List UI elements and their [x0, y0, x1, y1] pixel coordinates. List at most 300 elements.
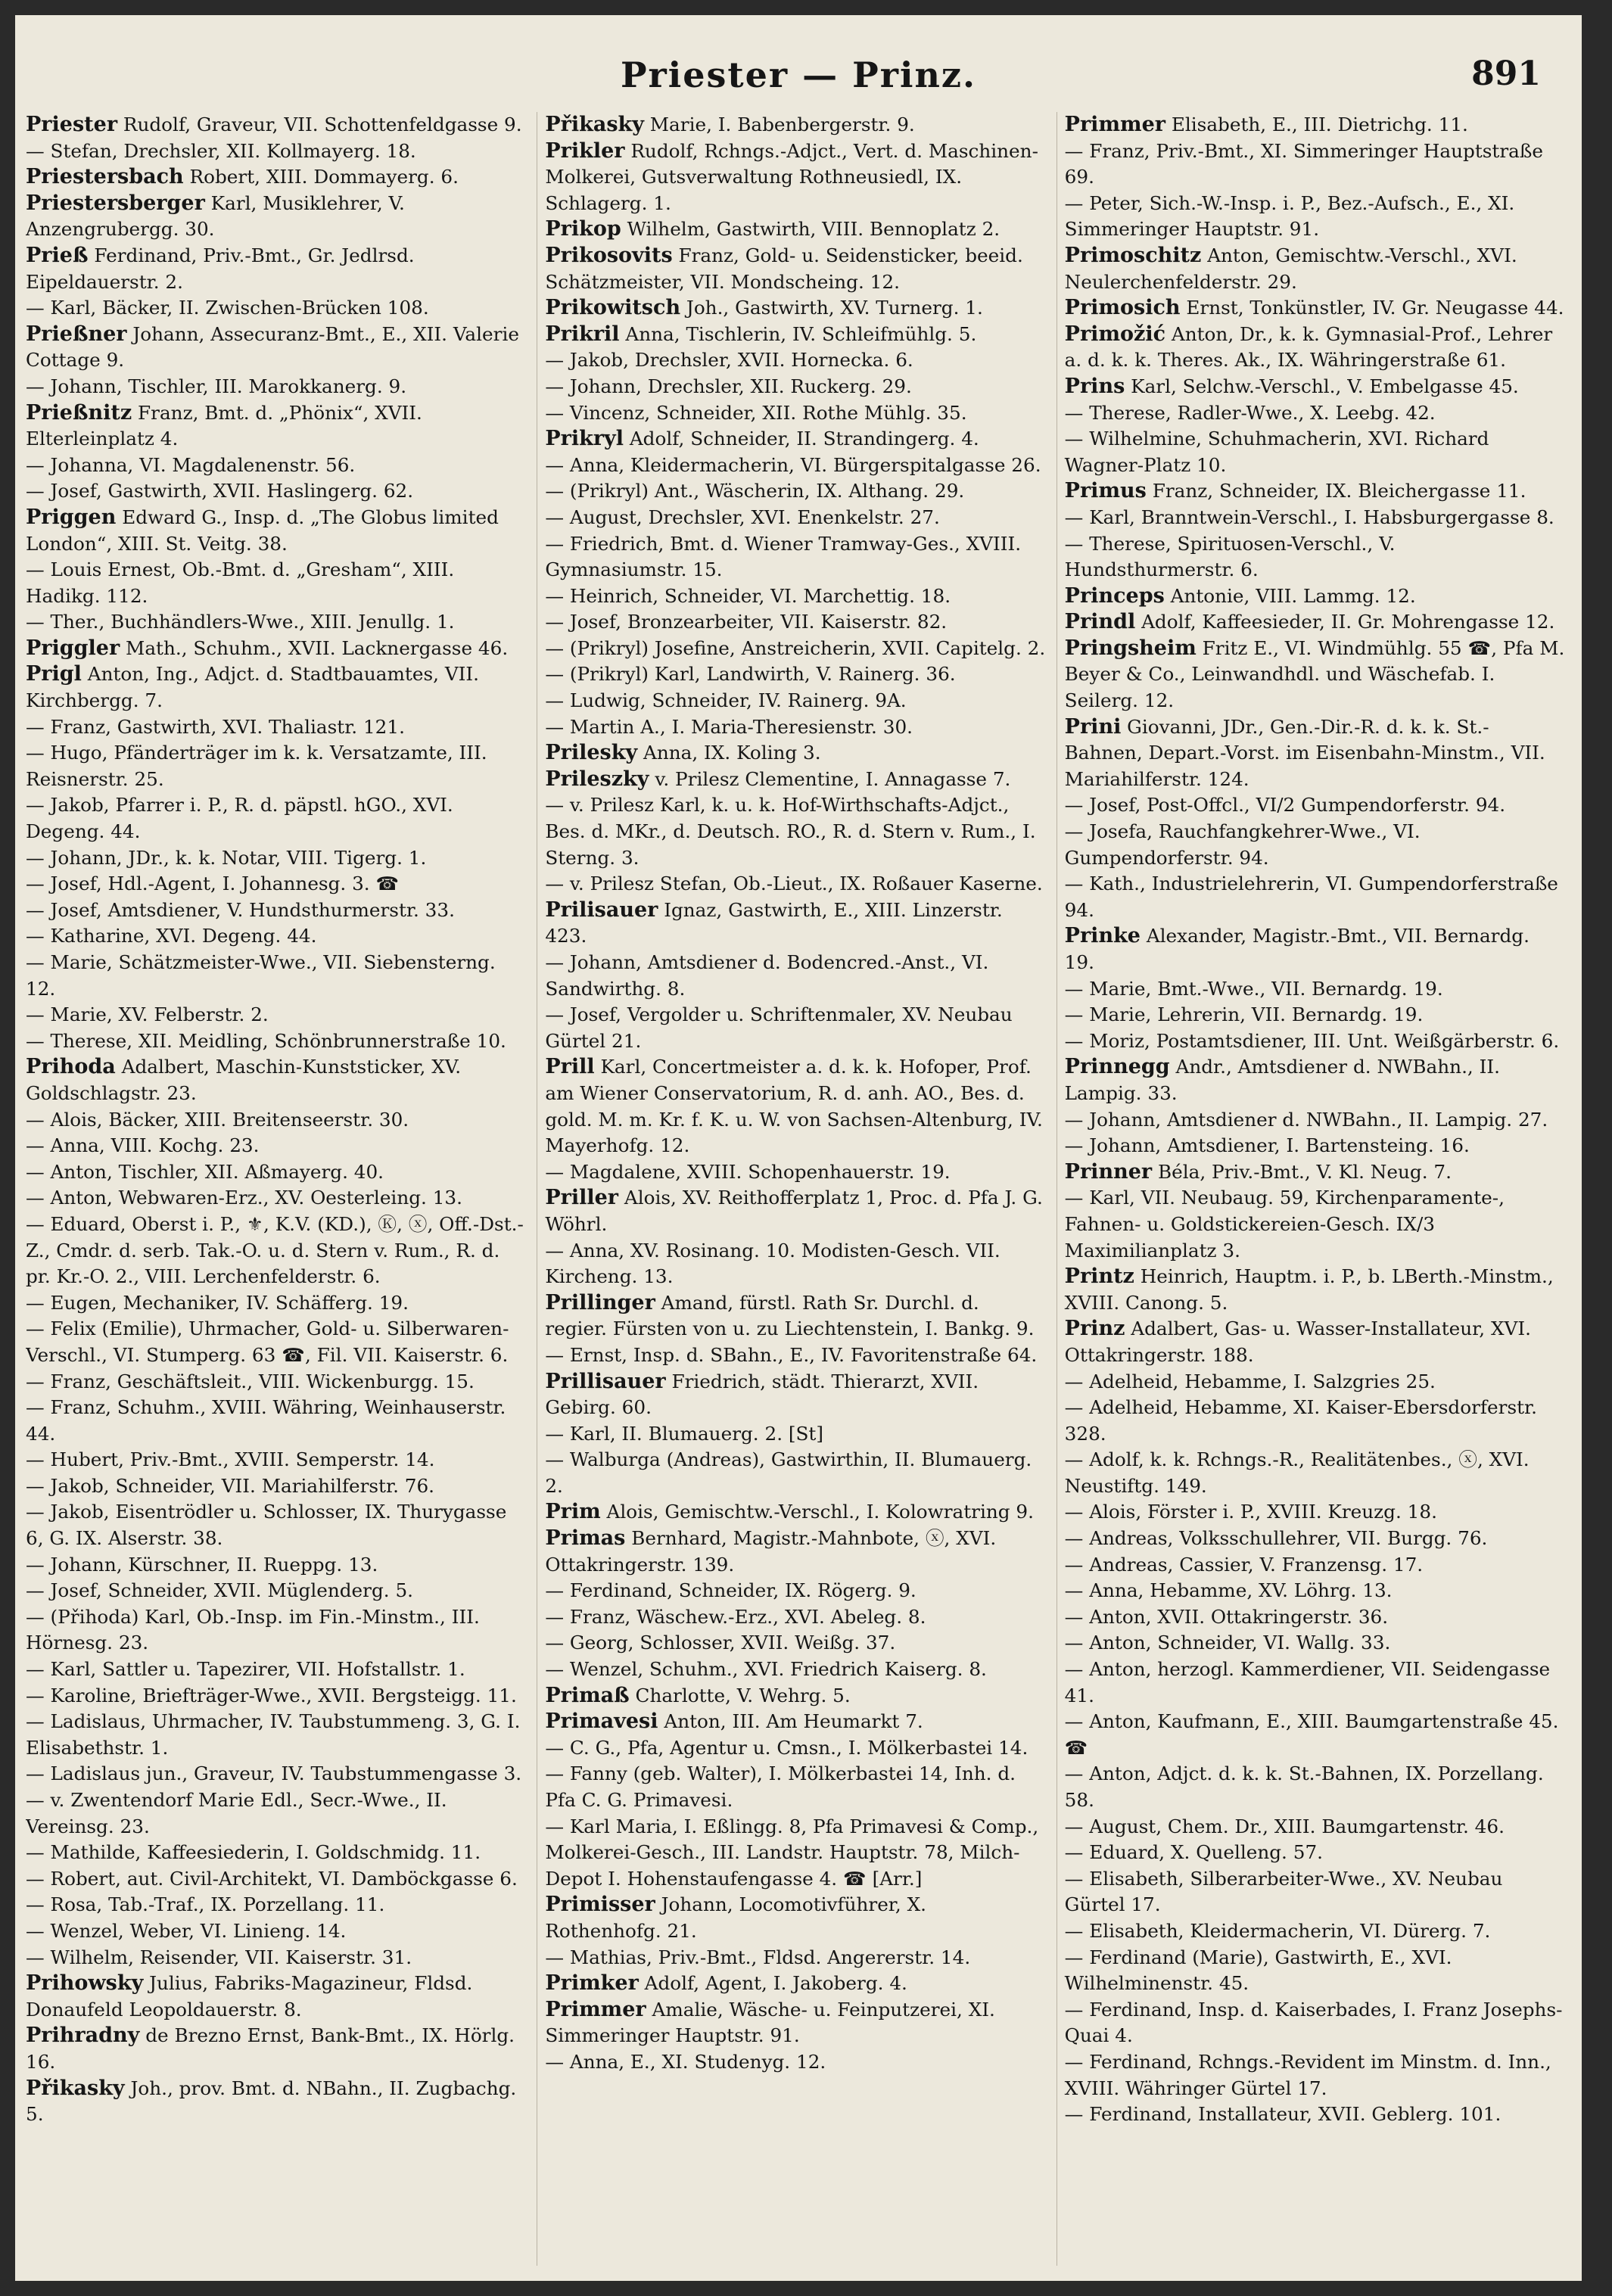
directory-entry — [1065, 1369, 1565, 1395]
entry-details: Anna, IX. Koling 3. — [637, 742, 821, 764]
directory-entry — [26, 1840, 526, 1866]
directory-entry — [26, 478, 526, 505]
directory-entry — [26, 1918, 526, 1945]
entry-details: Wilhelm, Gastwirth, VIII. Bennoplatz 2. — [621, 218, 1000, 241]
entry-details: Bernhard, Magistr.-Mahnbote, ⓧ, XVI. Ottakringerstr. 139. — [545, 1527, 997, 1576]
entry-details: — Josef, Gastwirth, XVII. Haslingerg. 62. — [26, 480, 414, 502]
entry-surname: Prikler — [545, 138, 625, 163]
entry-surname: Priller — [545, 1186, 619, 1210]
directory-entry — [545, 374, 1045, 400]
directory-entry — [1065, 374, 1565, 400]
directory-entry — [1065, 1159, 1565, 1186]
directory-entry — [1065, 1133, 1565, 1159]
entry-details: Johann, Assecuranz-Bmt., E., XII. Valerie Cottage 9. — [26, 322, 519, 372]
directory-entry — [1065, 1997, 1565, 2049]
entry-details: — Anton, herzogl. Kammerdiener, VII. Seidengasse 41. — [1064, 1658, 1551, 1706]
entry-details: — Josef, Post-Offcl., VI/2 Gumpendorferstr. 94. — [1064, 794, 1506, 817]
directory-entry — [1065, 1918, 1565, 1945]
entry-details: — Jakob, Pfarrer i. P., R. d. päpstl. hGO., XVI. Degeng. 44. — [26, 794, 453, 843]
entry-details: — Ladislaus jun., Graveur, IV. Taubstummengasse 3. — [26, 1762, 522, 1785]
directory-entry — [26, 2023, 526, 2075]
entry-details: — Adelheid, Hebamme, I. Salzgries 25. — [1064, 1370, 1436, 1392]
directory-entry — [1065, 1526, 1565, 1552]
entry-details: Joh., prov. Bmt. d. NBahn., II. Zugbachg. 5. — [26, 2077, 517, 2126]
directory-entry — [545, 740, 1045, 767]
entry-details: Anton, Gemischtw.-Verschl., XVI. Neulerchenfelderstr. 29. — [1064, 244, 1517, 293]
directory-entry — [545, 1447, 1045, 1499]
directory-entry — [26, 792, 526, 845]
directory-entry — [545, 138, 1045, 217]
directory-entry — [1065, 1107, 1565, 1134]
directory-entry — [26, 636, 526, 662]
entry-details: — Karoline, Briefträger-Wwe., XVII. Bergsteigg. 11. — [26, 1684, 517, 1706]
entry-details: Adolf, Agent, I. Jakoberg. 4. — [638, 1972, 907, 1995]
entry-details: — Jakob, Schneider, VII. Mariahilferstr. 76. — [26, 1474, 435, 1497]
directory-entry — [545, 400, 1045, 427]
entry-details: — Karl, II. Blumauerg. 2. [St] — [545, 1422, 823, 1445]
entry-surname: Prinz — [1064, 1317, 1125, 1341]
entry-surname: Prileszky — [545, 767, 649, 791]
directory-entry — [545, 636, 1045, 662]
directory-entry — [545, 1971, 1045, 1997]
directory-entry — [545, 661, 1045, 688]
entry-details: — Katharine, XVI. Degeng. 44. — [26, 925, 317, 947]
entry-details: — Marie, Schätzmeister-Wwe., VII. Siebensterng. 12. — [26, 951, 496, 1000]
entry-details: Karl, Selchw.-Verschl., V. Embelgasse 45. — [1125, 375, 1519, 397]
entry-details: — Franz, Wäschew.-Erz., XVI. Abeleg. 8. — [545, 1605, 926, 1628]
entry-details: — (Přihoda) Karl, Ob.-Insp. im Fin.-Minstm., III. Hörnesg. 23. — [26, 1605, 480, 1654]
entry-surname: Prini — [1064, 714, 1122, 739]
directory-entry — [26, 609, 526, 636]
directory-entry — [1065, 1657, 1565, 1709]
directory-entry — [26, 243, 526, 295]
entry-surname: Prießner — [26, 322, 127, 346]
entry-details: — Josefa, Rauchfangkehrer-Wwe., VI. Gumpendorferstr. 94. — [1064, 820, 1421, 869]
directory-entry — [26, 2076, 526, 2128]
entry-details: — Johann, JDr., k. k. Notar, VIII. Tigerg. 1. — [26, 846, 427, 869]
entry-details: Adalbert, Gas- u. Wasser-Installateur, XVI. Ottakringerstr. 188. — [1064, 1318, 1531, 1366]
entry-surname: Prikosovits — [545, 243, 673, 267]
directory-entry — [26, 1552, 526, 1579]
entry-details: — Wenzel, Schuhm., XVI. Friedrich Kaiserg. 8. — [545, 1658, 987, 1681]
entry-details: — Johann, Amtsdiener d. Bodencred.-Anst., VI. Sandwirthg. 8. — [545, 951, 989, 1000]
directory-entry — [26, 1133, 526, 1159]
directory-entry — [545, 453, 1045, 479]
directory-entry — [1065, 295, 1565, 322]
directory-entry — [1065, 1945, 1565, 1997]
entry-details: — Johanna, VI. Magdalenenstr. 56. — [26, 453, 356, 476]
entry-details: — Mathilde, Kaffeesiederin, I. Goldschmidg. 11. — [26, 1841, 481, 1864]
directory-entry — [26, 1107, 526, 1134]
directory-entry — [545, 1709, 1045, 1735]
directory-entry — [545, 1657, 1045, 1683]
directory-entry — [1065, 636, 1565, 714]
entry-surname: Prikryl — [545, 427, 624, 451]
entry-details: — Friedrich, Bmt. d. Wiener Tramway-Ges., XVIII. Gymnasiumstr. 15. — [545, 532, 1022, 581]
directory-entry — [1065, 1264, 1565, 1316]
entry-details: Anton, III. Am Heumarkt 7. — [658, 1710, 923, 1733]
entry-details: — Ladislaus, Uhrmacher, IV. Taubstummeng. 3, G. I. Elisabethstr. 1. — [26, 1710, 521, 1759]
entry-details: — Elisabeth, Silberarbeiter-Wwe., XV. Neubau Gürtel 17. — [1064, 1867, 1503, 1916]
entry-surname: Primaß — [545, 1683, 630, 1707]
directory-entry — [26, 1892, 526, 1918]
entry-surname: Primmer — [545, 1997, 646, 2021]
directory-entry — [545, 898, 1045, 950]
entry-details: Elisabeth, E., III. Dietrichg. 11. — [1165, 114, 1468, 135]
directory-entry — [545, 583, 1045, 610]
directory-entry — [26, 1369, 526, 1395]
entry-details: Béla, Priv.-Bmt., V. Kl. Neug. 7. — [1152, 1160, 1452, 1183]
entry-details: — Josef, Vergolder u. Schriftenmaler, XV. Neubau Gürtel 21. — [545, 1003, 1013, 1052]
entry-details: Robert, XIII. Dommayerg. 6. — [183, 166, 459, 188]
directory-entry — [545, 1369, 1045, 1421]
entry-details: Ferdinand, Priv.-Bmt., Gr. Jedlrsd. Eipeldauerstr. 2. — [26, 244, 415, 293]
entry-surname: Priestersberger — [26, 191, 205, 215]
entry-surname: Přikasky — [26, 2076, 125, 2100]
entry-details: — v. Zwentendorf Marie Edl., Secr.-Wwe., II. Vereinsg. 23. — [26, 1789, 447, 1837]
entry-details: — Anna, Hebamme, XV. Löhrg. 13. — [1064, 1579, 1393, 1602]
page-number: 891 — [1471, 54, 1541, 93]
directory-entry — [1065, 1002, 1565, 1028]
entry-details: Marie, I. Babenbergerstr. 9. — [643, 114, 915, 135]
entry-surname: Primoschitz — [1064, 243, 1202, 267]
entry-details: — Johann, Amtsdiener d. NWBahn., II. Lampig. 27. — [1064, 1108, 1548, 1131]
column-3 — [1057, 112, 1565, 2266]
directory-entry — [26, 1447, 526, 1473]
directory-entry — [545, 1002, 1045, 1054]
entry-surname: Primožić — [1064, 322, 1166, 346]
entry-details: — Anna, E., XI. Studenyg. 12. — [545, 2050, 826, 2073]
entry-details: — Johann, Tischler, III. Marokkanerg. 9. — [26, 375, 407, 397]
directory-entry — [1065, 505, 1565, 531]
directory-entry — [1065, 478, 1565, 505]
directory-entry — [545, 792, 1045, 871]
directory-entry — [26, 1473, 526, 1500]
entry-details: — Alois, Förster i. P., XVIII. Kreuzg. 18. — [1064, 1501, 1437, 1523]
columns — [26, 112, 1565, 2266]
entry-details: — Magdalene, XVIII. Schopenhauerstr. 19. — [545, 1160, 951, 1183]
directory-entry — [545, 1604, 1045, 1631]
directory-entry — [26, 898, 526, 924]
entry-details: Amalie, Wäsche- u. Feinputzerei, XI. Simmeringer Hauptstr. 91. — [545, 1998, 995, 2047]
directory-entry — [26, 871, 526, 898]
entry-details: — Fanny (geb. Walter), I. Mölkerbastei 14, Inh. d. Pfa C. G. Primavesi. — [545, 1762, 1016, 1811]
entry-surname: Prikop — [545, 217, 621, 241]
entry-details: — Kath., Industrielehrerin, VI. Gumpendorferstraße 94. — [1064, 873, 1558, 921]
directory-entry — [26, 1604, 526, 1657]
directory-entry — [545, 767, 1045, 793]
entry-details: — Hugo, Pfänderträger im k. k. Versatzamte, III. Reisnerstr. 25. — [26, 742, 487, 790]
directory-entry — [26, 374, 526, 400]
entry-details: Adalbert, Maschin-Kunststicker, XV. Goldschlagstr. 23. — [26, 1056, 462, 1104]
directory-entry — [26, 164, 526, 191]
entry-details: — Eduard, Oberst i. P., ⚜, K.V. (KD.), Ⓚ, ⓧ, Off.-Dst.-Z., Cmdr. d. serb. Tak.-O. u. d. Stern v. Rum., R. d. pr. Kr.-O. 2., VIII. Lerchenfelderstr. 6. — [26, 1212, 524, 1288]
entry-details: — Johann, Drechsler, XII. Ruckerg. 29. — [545, 375, 912, 397]
directory-entry — [1065, 1604, 1565, 1631]
directory-entry — [1065, 819, 1565, 871]
entry-surname: Printz — [1064, 1265, 1134, 1289]
directory-entry — [1065, 1447, 1565, 1499]
directory-entry — [26, 295, 526, 322]
entry-surname: Primisser — [545, 1893, 655, 1917]
directory-entry — [545, 426, 1045, 453]
entry-details: — Alois, Bäcker, XIII. Breitenseerstr. 30. — [26, 1108, 409, 1131]
directory-entry — [1065, 2049, 1565, 2102]
directory-entry — [26, 661, 526, 714]
entry-surname: Priggen — [26, 505, 117, 529]
entry-details: Rudolf, Graveur, VII. Schottenfeldgasse 9. — [117, 114, 522, 135]
directory-entry — [545, 1342, 1045, 1369]
entry-details: — Andreas, Volksschullehrer, VII. Burgg. 76. — [1064, 1527, 1488, 1550]
entry-details: — (Prikryl) Karl, Landwirth, V. Rainerg. 36. — [545, 663, 956, 686]
column-1 — [26, 112, 526, 2266]
directory-entry — [1065, 1814, 1565, 1840]
directory-entry — [545, 1238, 1045, 1290]
entry-details: — Vincenz, Schneider, XII. Rothe Mühlg. 35. — [545, 401, 967, 424]
entry-surname: Prinnegg — [1064, 1055, 1170, 1079]
entry-surname: Princeps — [1064, 583, 1165, 608]
directory-entry — [26, 1212, 526, 1290]
entry-details: Amand, fürstl. Rath Sr. Durchl. d. regier. Fürsten von u. zu Liechtenstein, I. Bankg. 9. — [545, 1291, 1035, 1340]
entry-details: — Anton, Kaufmann, E., XIII. Baumgartenstraße 45. ☎ — [1064, 1710, 1559, 1759]
entry-details: — Karl, Bäcker, II. Zwischen-Brücken 108. — [26, 297, 429, 319]
entry-details: — Louis Ernest, Ob.-Bmt. d. „Gresham“, XIII. Hadikg. 112. — [26, 558, 455, 607]
entry-details: Ernst, Tonkünstler, IV. Gr. Neugasse 44. — [1180, 297, 1564, 319]
entry-details: Ignaz, Gastwirth, E., XIII. Linzerstr. 423. — [545, 898, 1003, 947]
entry-details: — Marie, XV. Felberstr. 2. — [26, 1003, 269, 1026]
directory-entry — [545, 714, 1045, 741]
entry-details: — Wilhelm, Reisender, VII. Kaiserstr. 31. — [26, 1946, 412, 1968]
entry-surname: Prins — [1064, 374, 1125, 398]
entry-surname: Primosich — [1064, 296, 1181, 320]
entry-details: Adolf, Schneider, II. Strandingerg. 4. — [624, 428, 979, 450]
entry-details: — Jakob, Eisentrödler u. Schlosser, IX. Thurygasse 6, G. IX. Alserstr. 38. — [26, 1501, 507, 1550]
directory-entry — [1065, 1316, 1565, 1368]
entry-details: — Anton, Webwaren-Erz., XV. Oesterleing. 13. — [26, 1187, 462, 1209]
entry-details: — Josef, Amtsdiener, V. Hundsthurmerstr. 33. — [26, 898, 455, 921]
entry-details: — Anton, Schneider, VI. Wallg. 33. — [1064, 1632, 1391, 1654]
entry-details: — Robert, aut. Civil-Architekt, VI. Damböckgasse 6. — [26, 1867, 518, 1890]
entry-details: — Elisabeth, Kleidermacherin, VI. Dürerg. 7. — [1064, 1919, 1491, 1942]
entry-details: — Adolf, k. k. Rchngs.-R., Realitätenbes., ⓧ, XVI. Neustiftg. 149. — [1064, 1448, 1530, 1497]
directory-entry — [1065, 322, 1565, 374]
directory-entry — [545, 2049, 1045, 2076]
entry-details: — Heinrich, Schneider, VI. Marchettig. 18. — [545, 584, 951, 607]
directory-entry — [26, 845, 526, 872]
directory-entry — [1065, 1866, 1565, 1918]
entry-details: — Adelheid, Hebamme, XI. Kaiser-Ebersdorferstr. 328. — [1064, 1396, 1537, 1445]
page-header — [45, 54, 1551, 100]
directory-entry — [26, 1499, 526, 1551]
directory-entry — [545, 1578, 1045, 1604]
directory-page — [15, 15, 1582, 2281]
entry-details: Karl, Musiklehrer, V. Anzengrubergg. 30. — [26, 191, 405, 241]
entry-surname: Primas — [545, 1526, 626, 1551]
entry-details: — Peter, Sich.-W.-Insp. i. P., Bez.-Aufsch., E., XI. Simmeringer Hauptstr. 91. — [1064, 191, 1515, 241]
directory-entry — [545, 478, 1045, 505]
entry-details: Franz, Gold- u. Seidensticker, beeid. Schätzmeister, VII. Mondscheing. 12. — [545, 244, 1023, 293]
directory-entry — [545, 112, 1045, 138]
directory-entry — [545, 871, 1045, 898]
directory-entry — [1065, 400, 1565, 427]
directory-entry — [1065, 2102, 1565, 2128]
directory-entry — [545, 295, 1045, 322]
entry-details: — Eugen, Mechaniker, IV. Schäfferg. 19. — [26, 1291, 409, 1314]
entry-details: Rudolf, Rchngs.-Adjct., Vert. d. Maschinen-Molkerei, Gutsverwaltung Rothneusiedl, IX. Schlagerg. 1. — [545, 139, 1038, 214]
entry-surname: Prilisauer — [545, 898, 658, 922]
entry-surname: Prillisauer — [545, 1369, 666, 1393]
entry-details: — Ferdinand (Marie), Gastwirth, E., XVI. Wilhelminenstr. 45. — [1064, 1946, 1452, 1995]
entry-details: — Jakob, Drechsler, XVII. Hornecka. 6. — [545, 349, 913, 372]
entry-surname: Přikasky — [545, 113, 644, 136]
entry-details: — Therese, Radler-Wwe., X. Leebg. 42. — [1064, 401, 1436, 424]
directory-entry — [1065, 1840, 1565, 1866]
entry-details: Julius, Fabriks-Magazineur, Fldsd. Donaufeld Leopoldauerstr. 8. — [26, 1972, 473, 2021]
column-2 — [537, 112, 1045, 2266]
directory-entry — [1065, 426, 1565, 478]
entry-details: Alexander, Magistr.-Bmt., VII. Bernardg. 19. — [1064, 925, 1530, 973]
directory-entry — [545, 1185, 1045, 1237]
entry-details: — Franz, Schuhm., XVIII. Währing, Weinhauserstr. 44. — [26, 1396, 506, 1445]
entry-details: Andr., Amtsdiener d. NWBahn., II. Lampig. 33. — [1064, 1056, 1500, 1104]
directory-entry — [545, 688, 1045, 714]
entry-surname: Prindl — [1064, 610, 1136, 634]
entry-details: — Josef, Schneider, XVII. Müglenderg. 5. — [26, 1579, 414, 1602]
directory-entry — [545, 531, 1045, 583]
entry-details: — Anton, Tischler, XII. Aßmayerg. 40. — [26, 1160, 384, 1183]
directory-entry — [26, 1578, 526, 1604]
entry-details: Alois, XV. Reithofferplatz 1, Proc. d. Pfa J. G. Wöhrl. — [545, 1187, 1043, 1235]
entry-details: — Ferdinand, Rchngs.-Revident im Minstm. d. Inn., XVIII. Währinger Gürtel 17. — [1064, 2050, 1551, 2099]
directory-entry — [1065, 1552, 1565, 1579]
entry-details: — August, Drechsler, XVI. Enenkelstr. 27. — [545, 506, 940, 528]
directory-entry — [1065, 1499, 1565, 1526]
directory-entry — [1065, 243, 1565, 295]
entry-details: Edward G., Insp. d. „The Globus limited London“, XIII. St. Veitg. 38. — [26, 506, 499, 555]
entry-surname: Prikril — [545, 322, 620, 346]
entry-surname: Primavesi — [545, 1710, 658, 1734]
entry-details: Fritz E., VI. Windmühlg. 55 ☎, Pfa M. Beyer & Co., Leinwandhdl. und Wäschefab. I. Seilerg. 12. — [1064, 636, 1565, 712]
directory-entry — [26, 1683, 526, 1710]
entry-surname: Prihoda — [26, 1055, 116, 1079]
entry-details: — Rosa, Tab.-Traf., IX. Porzellang. 11. — [26, 1893, 385, 1916]
entry-details: — Josef, Bronzearbeiter, VII. Kaiserstr. 82. — [545, 611, 948, 633]
directory-entry — [1065, 112, 1565, 138]
entry-details: — Anna, VIII. Kochg. 23. — [26, 1134, 260, 1157]
entry-details: — Therese, XII. Meidling, Schönbrunnerstraße 10. — [26, 1029, 506, 1052]
directory-entry — [1065, 1709, 1565, 1761]
entry-details: Adolf, Kaffeesieder, II. Gr. Mohrengasse 12. — [1135, 611, 1555, 633]
entry-details: — Marie, Bmt.-Wwe., VII. Bernardg. 19. — [1064, 977, 1443, 1000]
directory-entry — [1065, 1028, 1565, 1055]
directory-entry — [545, 1159, 1045, 1186]
entry-surname: Prigl — [26, 662, 82, 686]
entry-surname: Prießnitz — [26, 400, 132, 425]
entry-details: — Andreas, Cassier, V. Franzensg. 17. — [1064, 1553, 1424, 1576]
entry-details: Antonie, VIII. Lammg. 12. — [1164, 584, 1416, 607]
entry-details: — Georg, Schlosser, XVII. Weißg. 37. — [545, 1632, 896, 1654]
entry-details: — Anna, XV. Rosinang. 10. Modisten-Gesch. VII. Kircheng. 13. — [545, 1239, 1000, 1288]
entry-details: Anton, Ing., Adjct. d. Stadtbauamtes, VII. Kirchbergg. 7. — [26, 663, 480, 712]
entry-details: — Karl, Branntwein-Verschl., I. Habsburgergasse 8. — [1064, 506, 1554, 528]
directory-entry — [26, 1971, 526, 2023]
entry-details: — v. Prilesz Karl, k. u. k. Hof-Wirthschafts-Adjct., Bes. d. MKr., d. Deutsch. RO., R. d. Stern v. Rum., I. Sterng. 3. — [545, 794, 1036, 869]
directory-entry — [1065, 976, 1565, 1003]
entry-details: — Josef, Hdl.-Agent, I. Johannesg. 3. ☎ — [26, 873, 400, 895]
directory-entry — [26, 1761, 526, 1787]
directory-entry — [1065, 609, 1565, 636]
entry-details: Karl, Concertmeister a. d. k. k. Hofoper, Prof. am Wiener Conservatorium, R. d. anh. AO., Bes. d. gold. M. m. Kr. f. K. u. W. von Sachsen-Altenburg, IV. Mayerhofg. 12. — [545, 1056, 1043, 1157]
entry-surname: Primmer — [1064, 113, 1165, 136]
entry-surname: Priestersbach — [26, 165, 184, 189]
entry-details: — Anton, XVII. Ottakringerstr. 36. — [1064, 1605, 1389, 1628]
directory-entry — [26, 1054, 526, 1106]
entry-details: — Johann, Kürschner, II. Rueppg. 13. — [26, 1553, 378, 1576]
entry-details: Anna, Tischlerin, IV. Schleifmühlg. 5. — [619, 322, 977, 345]
directory-entry — [1065, 583, 1565, 610]
directory-entry — [545, 216, 1045, 243]
page-title: Priester — Prinz. — [620, 54, 977, 95]
entry-details: — Ludwig, Schneider, IV. Rainerg. 9A. — [545, 689, 907, 712]
entry-details: — Stefan, Drechsler, XII. Kollmayerg. 18. — [26, 139, 416, 162]
directory-entry — [26, 1395, 526, 1447]
entry-details: — Ernst, Insp. d. SBahn., E., IV. Favoritenstraße 64. — [545, 1343, 1038, 1366]
directory-entry — [26, 950, 526, 1002]
entry-details: Giovanni, JDr., Gen.-Dir.-R. d. k. k. St.-Bahnen, Depart.-Vorst. im Eisenbahn-Minstm., VII. Mariahilferstr. 124. — [1064, 715, 1545, 790]
entry-details: — Wilhelmine, Schuhmacherin, XVI. Richard Wagner-Platz 10. — [1064, 428, 1489, 476]
directory-entry — [545, 322, 1045, 348]
entry-details: — Anna, Kleidermacherin, VI. Bürgerspitalgasse 26. — [545, 453, 1041, 476]
entry-details: — Ferdinand, Installateur, XVII. Geblerg. 101. — [1064, 2103, 1502, 2126]
directory-entry — [26, 453, 526, 479]
entry-surname: Prihradny — [26, 2024, 140, 2048]
directory-entry — [545, 609, 1045, 636]
directory-entry — [1065, 923, 1565, 975]
directory-entry — [26, 505, 526, 557]
directory-entry — [26, 1316, 526, 1368]
entry-details: — Franz, Priv.-Bmt., XI. Simmeringer Hauptstraße 69. — [1064, 139, 1543, 188]
entry-surname: Prim — [545, 1500, 601, 1524]
directory-entry — [1065, 1761, 1565, 1813]
directory-entry — [545, 347, 1045, 374]
entry-details: — (Prikryl) Ant., Wäscherin, IX. Althang. 29. — [545, 480, 965, 502]
entry-surname: Primus — [1064, 479, 1147, 503]
entry-details: Friedrich, städt. Thierarzt, XVII. Gebirg. 60. — [545, 1370, 979, 1419]
directory-entry — [545, 1526, 1045, 1578]
directory-entry — [26, 1866, 526, 1893]
entry-details: — Wenzel, Weber, VI. Linieng. 14. — [26, 1919, 347, 1942]
entry-details: — C. G., Pfa, Agentur u. Cmsn., I. Mölkerbastei 14. — [545, 1736, 1029, 1759]
directory-entry — [1065, 1395, 1565, 1447]
directory-entry — [26, 138, 526, 165]
directory-entry — [26, 1290, 526, 1317]
directory-entry — [545, 1421, 1045, 1448]
entry-details: — Karl Maria, I. Eßlingg. 8, Pfa Primavesi & Comp., Molkerei-Gesch., III. Landstr. Hauptstr. 78, Milch-Depot I. Hohenstaufengasse 4. ☎ [Arr.] — [545, 1815, 1039, 1890]
directory-entry — [1065, 138, 1565, 191]
directory-entry — [1065, 714, 1565, 793]
entry-surname: Prillinger — [545, 1290, 655, 1314]
entry-details: — Karl, VII. Neubaug. 59, Kirchenparamente-, Fahnen- u. Goldstickereien-Gesch. IX/3 Maximilianplatz 3. — [1064, 1187, 1505, 1262]
entry-details: — Therese, Spirituosen-Verschl., V. Hundsthurmerstr. 6. — [1064, 532, 1396, 581]
directory-entry — [1065, 1054, 1565, 1106]
directory-entry — [545, 1814, 1045, 1893]
entry-details: Math., Schuhm., XVII. Lacknergasse 46. — [120, 636, 509, 659]
directory-entry — [26, 1945, 526, 1971]
directory-entry — [545, 1892, 1045, 1944]
directory-entry — [545, 1683, 1045, 1710]
entry-details: — (Prikryl) Josefine, Anstreicherin, XVII. Capitelg. 2. — [545, 636, 1046, 659]
entry-details: — v. Prilesz Stefan, Ob.-Lieut., IX. Roßauer Kaserne. — [545, 873, 1043, 895]
